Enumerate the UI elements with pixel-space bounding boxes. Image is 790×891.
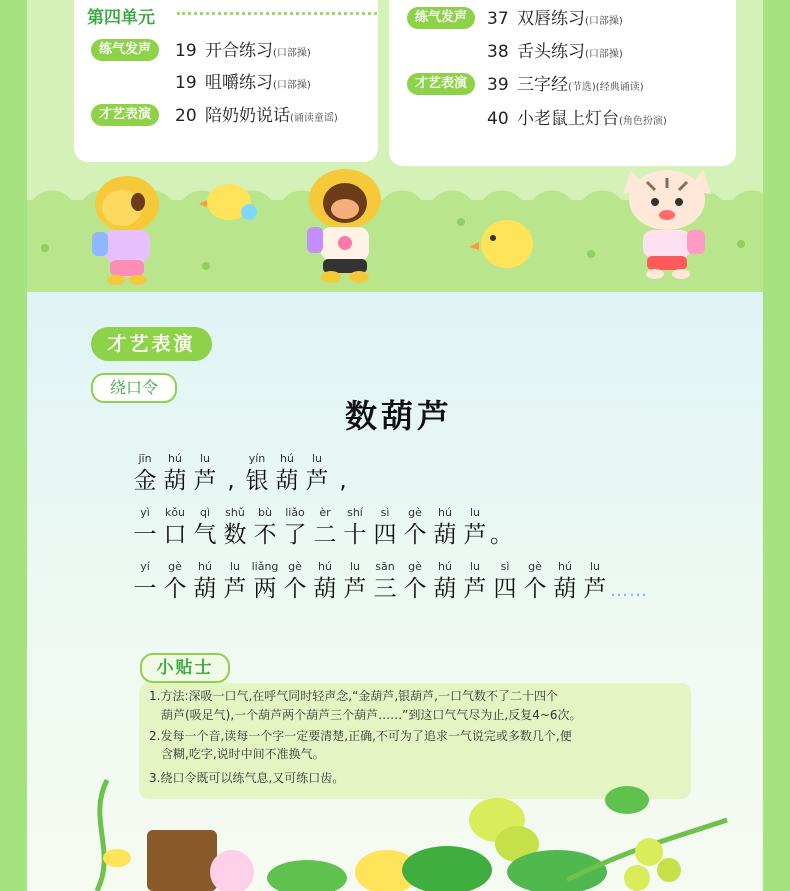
toc-entry-title: 舌头练习 [517, 42, 585, 62]
poem-syllable [340, 560, 370, 604]
toc-category-tag: 才艺表演 [91, 104, 159, 126]
toc-entry-subtitle: (口部操) [273, 48, 311, 59]
chick-illustration [199, 180, 269, 225]
toc-entry-subtitle: (口部操) [585, 49, 623, 60]
hanzi-text: 数 [223, 522, 247, 548]
book-page [27, 0, 763, 891]
section-tag: 绕口令 [91, 373, 177, 403]
pinyin-text [490, 506, 512, 520]
hanzi-text: 芦 [463, 522, 487, 548]
pinyin-text: hú [198, 560, 212, 573]
hedge-dot [587, 250, 595, 258]
poem-syllable [250, 506, 280, 550]
poem-line [130, 560, 648, 604]
pinyin-text: gè [528, 560, 542, 573]
tip-text: 1.方法:深吸一口气,在呼气同时轻声念,“金葫芦,银葫芦,一口气数不了二十四个 [149, 689, 558, 703]
hanzi-text: 个 [283, 576, 307, 602]
hanzi-text: 个 [403, 522, 427, 548]
toc-entry-number: 40 [487, 109, 509, 129]
pinyin-text: hú [168, 452, 182, 465]
hanzi-text: 芦 [343, 576, 367, 602]
poem-syllable [272, 452, 302, 496]
pinyin-text: liǎo [285, 506, 305, 519]
poem-syllable [430, 506, 460, 550]
puppy-boy-illustration [295, 165, 395, 290]
toc-entry [487, 104, 667, 129]
toc-entry-title: 开合练习 [205, 41, 273, 61]
hanzi-text: 芦 [305, 468, 329, 494]
hanzi-text: 葫 [433, 576, 457, 602]
toc-category-tag: 练气发声 [407, 7, 475, 29]
pinyin-text: hú [438, 506, 452, 519]
pinyin-text: lu [469, 506, 481, 519]
hanzi-text: 个 [523, 576, 547, 602]
hanzi-text: 葫 [275, 468, 299, 494]
hanzi-text: 两 [253, 576, 277, 602]
hanzi-text: 芦 [463, 576, 487, 602]
hanzi-text: , [227, 468, 235, 494]
pinyin-text: lu [589, 560, 601, 573]
pinyin-text: hú [438, 560, 452, 573]
poem-syllable [580, 560, 610, 604]
poem-syllable [130, 560, 160, 604]
toc-category-tag: 练气发声 [91, 39, 159, 61]
pinyin-text: èr [319, 506, 331, 519]
hedge-dot [457, 218, 465, 226]
pinyin-text: hú [318, 560, 332, 573]
hanzi-text: 口 [163, 522, 187, 548]
hanzi-text: 葫 [433, 522, 457, 548]
pinyin-text: lu [199, 452, 211, 465]
hanzi-text: 了 [283, 522, 307, 548]
pinyin-text: lu [349, 560, 361, 573]
pinyin-text: yì [140, 506, 150, 519]
hanzi-text: 气 [193, 522, 217, 548]
poem-syllable [430, 560, 460, 604]
poem-syllable [460, 560, 490, 604]
hanzi-text: 。 [490, 522, 513, 548]
toc-category-tag: 才艺表演 [407, 73, 475, 95]
unit-title: 第四单元 [87, 8, 155, 28]
pinyin-text: sì [500, 560, 510, 573]
dotted-divider [177, 12, 377, 15]
poem-syllable [130, 452, 160, 496]
toc-entry-subtitle: (口部操) [585, 16, 623, 27]
poem-syllable [400, 506, 430, 550]
poem-line [130, 452, 354, 496]
hedge-dot [202, 262, 210, 270]
hanzi-text: , [339, 468, 347, 494]
hanzi-text: 葫 [193, 576, 217, 602]
hanzi-text: 个 [403, 576, 427, 602]
toc-entry-title: 小老鼠上灯台 [517, 109, 619, 129]
hedge-dot [737, 240, 745, 248]
puppy-girl-illustration [82, 172, 172, 287]
hanzi-text: 葫 [553, 576, 577, 602]
pinyin-text: liǎng [251, 560, 279, 573]
pinyin-text: bù [258, 506, 272, 519]
poem-syllable [190, 452, 220, 496]
poem-syllable [190, 506, 220, 550]
toc-entry [487, 70, 644, 95]
toc-entry-title: 双唇练习 [517, 9, 585, 29]
toc-entry [487, 37, 623, 62]
pinyin-text: hú [558, 560, 572, 573]
toc-entry-number: 39 [487, 75, 509, 95]
toc-entry-subtitle: (诵读童谣) [290, 113, 338, 124]
poem-syllable [400, 560, 430, 604]
hanzi-text: 一 [133, 576, 157, 602]
poem-syllable [242, 452, 272, 496]
toc-entry [175, 101, 338, 126]
pinyin-text: sì [380, 506, 390, 519]
chick-illustration [467, 212, 542, 277]
poem-line [130, 506, 512, 550]
poem-syllable [220, 560, 250, 604]
hanzi-text: 葫 [313, 576, 337, 602]
pinyin-text: gè [168, 560, 182, 573]
hanzi-text: 葫 [163, 468, 187, 494]
pinyin-text: yí [140, 560, 150, 573]
pinyin-text [220, 452, 242, 466]
tip-text: 葫芦(吸足气),一个葫芦两个葫芦三个葫芦……”到这口气气尽为止,反复4~6次。 [161, 708, 582, 722]
poem-syllable [220, 452, 242, 496]
pinyin-text: yín [248, 452, 266, 465]
toc-entry-title: 三字经 [517, 75, 568, 95]
pinyin-text: hú [280, 452, 294, 465]
hanzi-text: 三 [373, 576, 397, 602]
pinyin-text: lu [311, 452, 323, 465]
toc-entry-title: 咀嚼练习 [205, 73, 273, 93]
hanzi-text: 不 [253, 522, 277, 548]
hanzi-text: 二 [313, 522, 337, 548]
poem-syllable [310, 560, 340, 604]
pinyin-text: shǔ [225, 506, 245, 519]
pinyin-text: shí [347, 506, 363, 519]
poem-syllable [340, 506, 370, 550]
poem-syllable [280, 560, 310, 604]
poem-syllable [160, 560, 190, 604]
pinyin-text: gè [288, 560, 302, 573]
hanzi-text: 四 [493, 576, 517, 602]
hedge-dot [41, 244, 49, 252]
poem-syllable [250, 560, 280, 604]
hanzi-text: 芦 [583, 576, 607, 602]
toc-entry-number: 20 [175, 106, 197, 126]
tips-title: 小贴士 [140, 653, 230, 683]
tip-text: 含糊,吃字,说时中间不准换气。 [161, 747, 325, 761]
poem-syllable [550, 560, 580, 604]
poem-syllable [302, 452, 332, 496]
pinyin-text: jīn [138, 452, 152, 465]
toc-entry-subtitle: (节选)(经典诵读) [568, 82, 644, 93]
poem-syllable [332, 452, 354, 496]
poem-syllable [520, 560, 550, 604]
pinyin-text: lu [469, 560, 481, 573]
toc-entry-number: 38 [487, 42, 509, 62]
poem-syllable [280, 506, 310, 550]
poem-syllable [160, 506, 190, 550]
toc-entry-title: 陪奶奶说话 [205, 106, 290, 126]
hanzi-text: 金 [133, 468, 157, 494]
poem-syllable [490, 506, 512, 550]
toc-entry-subtitle: (口部操) [273, 80, 311, 91]
hanzi-text: 一 [133, 522, 157, 548]
hanzi-text: 十 [343, 522, 367, 548]
toc-entry [175, 68, 311, 93]
toc-entry [487, 4, 623, 29]
pinyin-text: gè [408, 560, 422, 573]
kitten-illustration [617, 160, 717, 285]
hanzi-text: 个 [163, 576, 187, 602]
hanzi-text: 四 [373, 522, 397, 548]
toc-entry-number: 19 [175, 73, 197, 93]
poem-syllable [130, 506, 160, 550]
section-banner: 才艺表演 [91, 327, 212, 361]
poem-syllable [190, 560, 220, 604]
poem-syllable [310, 506, 340, 550]
toc-entry-number: 37 [487, 9, 509, 29]
pinyin-text: gè [408, 506, 422, 519]
poem-syllable [370, 506, 400, 550]
pinyin-text: kǒu [164, 506, 186, 519]
poem-ellipsis: …… [610, 580, 648, 601]
poem-syllable [220, 506, 250, 550]
poem-syllable [370, 560, 400, 604]
tip-text: 2.发每一个音,读每一个字一定要清楚,正确,不可为了追求一气说完或多数几个,便 [149, 729, 572, 743]
poem-syllable [460, 506, 490, 550]
poem-syllable [160, 452, 190, 496]
pinyin-text: lu [229, 560, 241, 573]
pinyin-text [332, 452, 354, 466]
toc-entry [175, 36, 311, 61]
hanzi-text: 银 [245, 468, 269, 494]
tip-text: 3.绕口令既可以练气息,又可练口齿。 [149, 771, 345, 785]
poem-title: 数葫芦 [345, 397, 454, 435]
hanzi-text: 芦 [223, 576, 247, 602]
toc-entry-number: 19 [175, 41, 197, 61]
toc-entry-subtitle: (角色扮演) [619, 116, 667, 127]
vine-leaves-illustration [27, 760, 763, 891]
poem-syllable [490, 560, 520, 604]
pinyin-text: sān [375, 560, 395, 573]
pinyin-text: qì [199, 506, 211, 519]
hanzi-text: 芦 [193, 468, 217, 494]
